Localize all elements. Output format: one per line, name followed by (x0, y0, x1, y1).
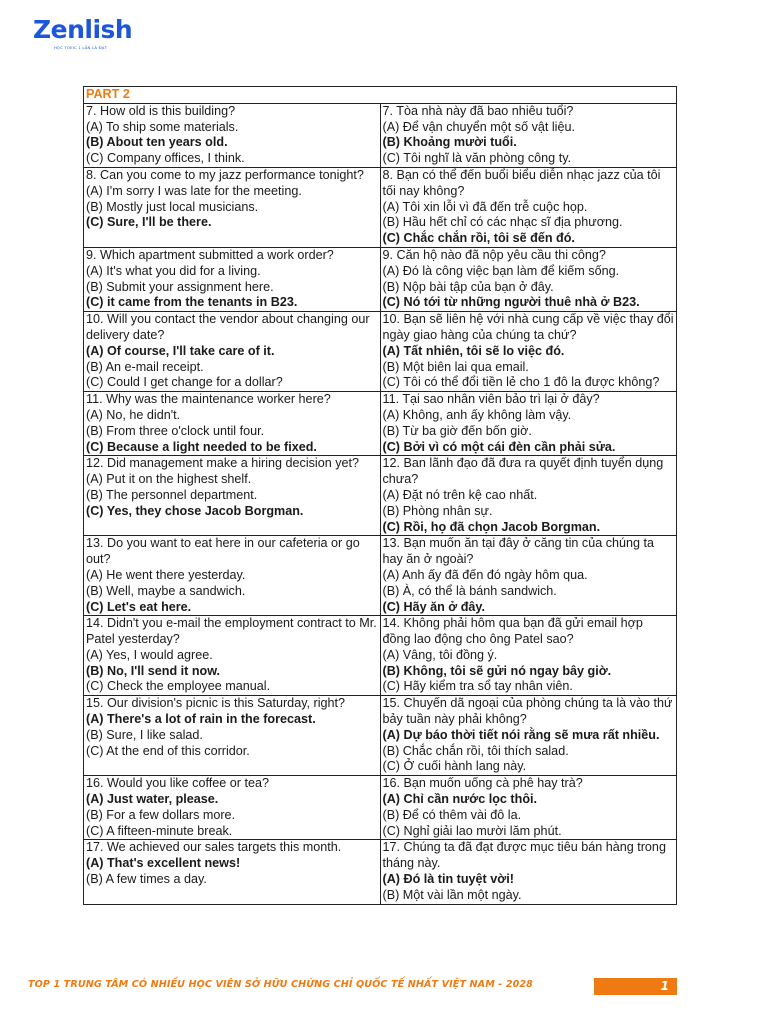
question-text: 13. Bạn muốn ăn tại đây ở căng tin của chúng ta hay ăn ở ngoài? (382, 536, 655, 567)
vietnamese-cell (380, 247, 677, 311)
vietnamese-cell (380, 167, 677, 247)
correct-answer: (B) Không, tôi sẽ gửi nó ngay bây giờ. (382, 663, 612, 678)
correct-answer: (C) Chắc chắn rồi, tôi sẽ đến đó. (382, 231, 575, 246)
vietnamese-cell (380, 776, 677, 840)
question-text: 16. Bạn muốn uống cà phê hay trà? (382, 776, 583, 791)
question-text: 7. How old is this building? (86, 103, 236, 118)
answer-option: (A) It's what you did for a living. (86, 263, 261, 278)
answer-option: (B) An e-mail receipt. (86, 359, 204, 374)
brand-tagline: HỌC TOEIC 1 LẦN LÀ ĐẠT (54, 45, 108, 50)
question-row (84, 456, 677, 536)
answer-option: (C) Hãy kiểm tra sổ tay nhân viên. (382, 679, 573, 694)
footer-slogan: TOP 1 TRUNG TÂM CÓ NHIỀU HỌC VIÊN SỞ HỮU CHỨNG CHỈ QUỐC TẾ NHẤT VIỆT NAM - 2028 (28, 979, 533, 990)
answer-option: (B) Một vài lần một ngày. (382, 887, 522, 902)
question-text: 11. Tại sao nhân viên bảo trì lại ở đây? (382, 392, 600, 407)
answer-option: (A) Yes, I would agree. (86, 647, 213, 662)
english-cell (84, 456, 381, 536)
correct-answer: (B) About ten years old. (86, 135, 228, 150)
answer-option: (B) Hầu hết chỉ có các nhạc sĩ địa phương. (382, 215, 623, 230)
question-text: 15. Chuyến dã ngoại của phòng chúng ta là vào thứ bảy tuần này phải không? (382, 696, 673, 727)
answer-option: (B) À, có thể là bánh sandwich. (382, 583, 557, 598)
correct-answer: (A) There's a lot of rain in the forecast. (86, 712, 316, 727)
english-cell (84, 103, 381, 167)
vietnamese-cell (380, 456, 677, 536)
answer-option: (B) Submit your assignment here. (86, 279, 274, 294)
correct-answer: (A) Of course, I'll take care of it. (86, 343, 275, 358)
correct-answer: (B) Khoảng mười tuổi. (382, 135, 517, 150)
question-row (84, 536, 677, 616)
english-cell (84, 312, 381, 392)
question-text: 8. Can you come to my jazz performance tonight? (86, 167, 364, 182)
answer-option: (A) To ship some materials. (86, 119, 239, 134)
question-text: 12. Ban lãnh đạo đã đưa ra quyết định tuyển dụng chưa? (382, 456, 664, 487)
question-text: 13. Do you want to eat here in our cafeteria or go out? (86, 536, 360, 567)
correct-answer: (C) it came from the tenants in B23. (86, 295, 298, 310)
answer-option: (C) A fifteen-minute break. (86, 823, 233, 838)
question-text: 14. Không phải hôm qua bạn đã gửi email hợp đồng lao động cho ông Patel sao? (382, 616, 643, 647)
question-text: 11. Why was the maintenance worker here? (86, 392, 331, 407)
answer-option: (A) Đặt nó trên kệ cao nhất. (382, 487, 538, 502)
answer-option: (B) Mostly just local musicians. (86, 199, 259, 214)
question-row (84, 312, 677, 392)
vietnamese-cell (380, 840, 677, 904)
correct-answer: (C) Yes, they chose Jacob Borgman. (86, 503, 304, 518)
correct-answer: (A) Tất nhiên, tôi sẽ lo việc đó. (382, 343, 565, 358)
question-text: 10. Bạn sẽ liên hệ với nhà cung cấp về việc thay đổi ngày giao hàng của chúng ta chứ? (382, 312, 674, 342)
answer-option: (C) Could I get change for a dollar? (86, 375, 283, 390)
answer-option: (A) Vâng, tôi đồng ý. (382, 647, 498, 662)
correct-answer: (A) That's excellent news! (86, 856, 241, 871)
vietnamese-cell (380, 103, 677, 167)
correct-answer: (C) Rồi, họ đã chọn Jacob Borgman. (382, 519, 601, 534)
page-number: 1 (660, 979, 669, 993)
question-row (84, 392, 677, 456)
question-text: 10. Will you contact the vendor about changing our delivery date? (86, 312, 370, 342)
correct-answer: (C) Hãy ăn ở đây. (382, 599, 485, 614)
answer-option: (A) Anh ấy đã đến đó ngày hôm qua. (382, 567, 588, 582)
question-row (84, 840, 677, 904)
answer-option: (B) Từ ba giờ đến bốn giờ. (382, 423, 532, 438)
question-row (84, 776, 677, 840)
question-text: 14. Didn't you e-mail the employment contract to Mr. Patel yesterday? (86, 616, 377, 647)
answer-option: (B) Một biên lai qua email. (382, 359, 529, 374)
answer-option: (A) Không, anh ấy không làm vậy. (382, 407, 572, 422)
answer-option: (A) Đó là công việc bạn làm để kiếm sống. (382, 263, 620, 278)
section-header-row (84, 87, 677, 104)
correct-answer: (C) Because a light needed to be fixed. (86, 439, 317, 454)
english-cell (84, 536, 381, 616)
correct-answer: (A) Chỉ cần nước lọc thôi. (382, 792, 538, 807)
answer-option: (C) Nghỉ giải lao mười lăm phút. (382, 823, 562, 838)
vietnamese-cell (380, 312, 677, 392)
question-text: 8. Bạn có thể đến buổi biểu diễn nhạc jazz của tôi tối nay không? (382, 167, 661, 198)
answer-option: (C) Company offices, I think. (86, 151, 245, 166)
question-text: 17. We achieved our sales targets this month. (86, 840, 342, 855)
vietnamese-cell (380, 616, 677, 696)
english-cell (84, 392, 381, 456)
answer-option: (B) Để có thêm vài đô la. (382, 807, 522, 822)
question-row (84, 616, 677, 696)
answer-option: (A) Put it on the highest shelf. (86, 472, 252, 487)
correct-answer: (C) Bởi vì có một cái đèn cần phải sửa. (382, 439, 616, 454)
english-cell (84, 167, 381, 247)
question-row (84, 247, 677, 311)
qa-table (83, 86, 677, 905)
english-cell (84, 696, 381, 776)
answer-option: (A) I'm sorry I was late for the meeting. (86, 183, 302, 198)
answer-option: (B) A few times a day. (86, 872, 207, 887)
correct-answer: (A) Just water, please. (86, 792, 219, 807)
correct-answer: (C) Let's eat here. (86, 599, 192, 614)
correct-answer: (C) Nó tới từ những người thuê nhà ở B23. (382, 295, 640, 310)
correct-answer: (A) Dự báo thời tiết nói rằng sẽ mưa rất nhiều. (382, 727, 660, 742)
question-row (84, 696, 677, 776)
vietnamese-cell (380, 536, 677, 616)
question-text: 15. Our division's picnic is this Saturday, right? (86, 696, 346, 711)
correct-answer: (B) No, I'll send it now. (86, 663, 221, 678)
answer-option: (A) Tôi xin lỗi vì đã đến trễ cuộc họp. (382, 199, 588, 214)
answer-option: (C) Tôi nghĩ là văn phòng công ty. (382, 151, 572, 166)
correct-answer: (A) Đó là tin tuyệt vời! (382, 872, 514, 887)
question-text: 17. Chúng ta đã đạt được mục tiêu bán hàng trong tháng này. (382, 840, 666, 871)
brand-logo (33, 16, 133, 50)
question-text: 16. Would you like coffee or tea? (86, 776, 269, 791)
answer-option: (B) Well, maybe a sandwich. (86, 583, 246, 598)
question-row (84, 167, 677, 247)
answer-option: (A) He went there yesterday. (86, 567, 246, 582)
vietnamese-cell (380, 696, 677, 776)
english-cell (84, 776, 381, 840)
english-cell (84, 840, 381, 904)
question-text: 7. Tòa nhà này đã bao nhiêu tuổi? (382, 103, 574, 118)
question-text: 9. Căn hộ nào đã nộp yêu cầu thi công? (382, 247, 606, 262)
answer-option: (B) Nộp bài tập của bạn ở đây. (382, 279, 554, 294)
english-cell (84, 616, 381, 696)
answer-option: (C) Tôi có thể đổi tiền lẻ cho 1 đô la được không? (382, 375, 660, 390)
answer-option: (C) Check the employee manual. (86, 679, 271, 694)
answer-option: (B) The personnel department. (86, 487, 258, 502)
answer-option: (B) Sure, I like salad. (86, 727, 203, 742)
answer-option: (B) For a few dollars more. (86, 807, 236, 822)
correct-answer: (C) Sure, I'll be there. (86, 215, 212, 230)
answer-option: (A) Để vận chuyển một số vật liệu. (382, 119, 575, 134)
answer-option: (C) Ở cuối hành lang này. (382, 759, 527, 774)
question-text: 12. Did management make a hiring decision yet? (86, 456, 360, 471)
page-number-box (594, 978, 677, 995)
answer-option: (C) At the end of this corridor. (86, 743, 250, 758)
vietnamese-cell (380, 392, 677, 456)
answer-option: (A) No, he didn't. (86, 407, 181, 422)
brand-name: Zenlish (33, 15, 133, 44)
answer-option: (B) From three o'clock until four. (86, 423, 265, 438)
question-row (84, 103, 677, 167)
section-title: PART 2 (84, 87, 677, 104)
english-cell (84, 247, 381, 311)
question-text: 9. Which apartment submitted a work order? (86, 247, 334, 262)
answer-option: (B) Phòng nhân sự. (382, 503, 493, 518)
answer-option: (B) Chắc chắn rồi, tôi thích salad. (382, 743, 569, 758)
